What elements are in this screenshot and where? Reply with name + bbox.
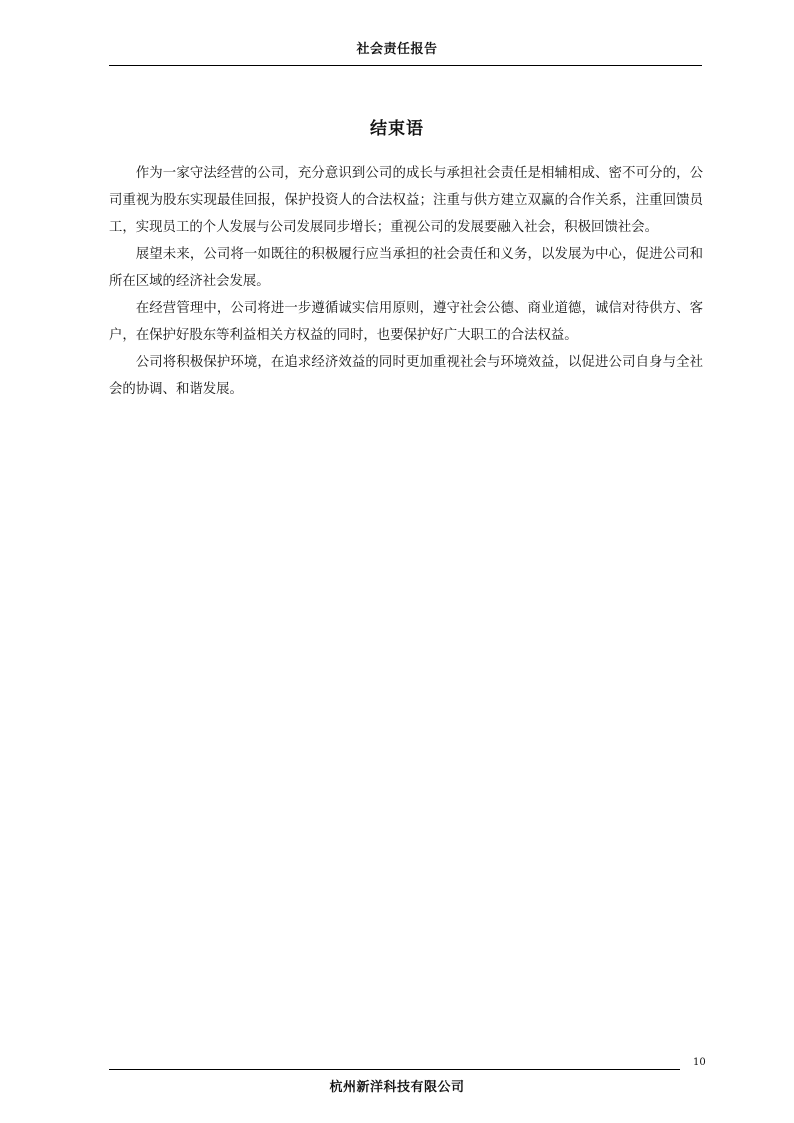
paragraph: 展望未来，公司将一如既往的积极履行应当承担的社会责任和义务，以发展为中心，促进公司和所在区域的经济社会发展。 [109,247,703,289]
body-text [109,160,703,403]
paragraph: 在经营管理中，公司将进一步遵循诚实信用原则，遵守社会公德、商业道德，诚信对待供方、客户，在保护好股东等利益相关方权益的同时，也要保护好广大职工的合法权益。 [109,301,703,343]
running-header-title: 社会责任报告 [356,42,438,57]
section-title: 结束语 [370,119,424,139]
paragraph: 作为一家守法经营的公司，充分意识到公司的成长与承担社会责任是相辅相成、密不可分的，公司重视为股东实现最佳回报，保护投资人的合法权益；注重与供方建立双赢的合作关系，注重回馈员工，实现员工的个人发展与公司发展同步增长；重视公司的发展要融入社会，积极回馈社会。 [109,166,703,235]
page-number: 10 [693,1057,706,1068]
footer-divider [109,1069,680,1070]
footer-company-name: 杭州新洋科技有限公司 [329,1080,465,1095]
paragraph: 公司将积极保护环境，在追求经济效益的同时更加重视社会与环境效益，以促进公司自身与全社会的协调、和谐发展。 [109,355,703,397]
header-divider [109,65,702,66]
